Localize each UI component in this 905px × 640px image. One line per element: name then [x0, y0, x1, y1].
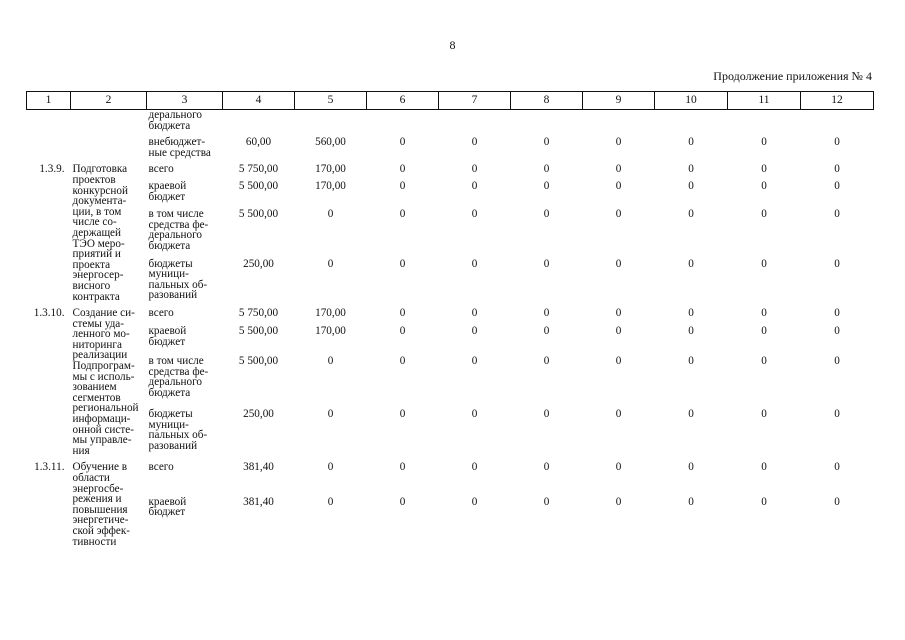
cell-col-8: 0 [543, 163, 550, 176]
cell-col-11: 0 [761, 461, 767, 474]
cell-funding-source: бюджеты муници- пальных об- разований [148, 408, 208, 453]
cell-col-12: 0 [834, 180, 840, 193]
cell-col-11: 0 [761, 495, 767, 508]
cell-col-4: 381,40 [243, 495, 274, 508]
cell-col-5: 0 [327, 355, 334, 368]
cell-col-10: 0 [688, 461, 694, 474]
table-row [27, 495, 874, 551]
cell-col-10: 0 [688, 180, 694, 193]
cell-col-12: 0 [834, 461, 840, 474]
cell-col-11: 0 [761, 355, 767, 368]
cell-col-9 [583, 110, 655, 136]
column-header-5: 5 [295, 92, 367, 110]
cell-col-9: 0 [615, 163, 622, 176]
cell-col-7: 0 [471, 180, 478, 193]
table-row [27, 179, 874, 207]
cell-col-12: 0 [834, 325, 840, 338]
table-row [27, 460, 874, 494]
cell-col-11: 0 [761, 163, 767, 176]
cell-col-4: 250,00 [243, 408, 274, 421]
cell-funding-source: в том числе средства фе- дерального бюджета [148, 355, 209, 399]
cell-col-8: 0 [543, 136, 550, 149]
cell-col-6 [367, 110, 439, 136]
cell-col-5: 170,00 [315, 325, 346, 338]
table-row [27, 324, 874, 354]
cell-col-12: 0 [834, 408, 840, 421]
cell-col-9: 0 [615, 355, 622, 368]
column-header-7: 7 [439, 92, 511, 110]
cell-col-7 [439, 110, 511, 136]
cell-col-7: 0 [471, 136, 478, 149]
column-header-12: 12 [801, 92, 874, 110]
item-number: 1.3.9. [39, 163, 65, 176]
cell-col-9: 0 [615, 180, 622, 193]
cell-col-7: 0 [471, 408, 478, 421]
column-header-11: 11 [728, 92, 801, 110]
table-row [27, 354, 874, 407]
cell-col-10: 0 [688, 325, 694, 338]
cell-col-11: 0 [761, 136, 767, 149]
cell-funding-source: в том числе средства фе- дерального бюджета [148, 208, 209, 252]
cell-funding-source: краевой бюджет [148, 495, 187, 519]
cell-funding-source: бюджеты муници- пальных об- разований [148, 257, 208, 302]
cell-col-7: 0 [471, 163, 478, 176]
cell-col-11 [728, 110, 801, 136]
cell-col-8 [511, 110, 583, 136]
cell-col-11: 0 [761, 307, 767, 320]
cell-col-4: 5 500,00 [238, 180, 279, 193]
cell-funding-source: краевой бюджет [148, 325, 187, 348]
cell-col-4: 5 500,00 [238, 355, 279, 368]
cell-col-6: 0 [399, 408, 406, 421]
cell-col-9: 0 [615, 461, 622, 474]
table-row [27, 207, 874, 256]
cell-col-5: 170,00 [315, 180, 346, 193]
cell-col-9: 0 [615, 495, 622, 508]
column-header-3: 3 [147, 92, 223, 110]
cell-col-5: 560,00 [315, 136, 346, 149]
cell-col-11: 0 [761, 180, 767, 193]
cell-col-5: 170,00 [315, 163, 346, 176]
cell-col-8: 0 [543, 257, 550, 270]
cell-col-4 [223, 110, 295, 136]
cell-col-4: 5 500,00 [238, 325, 279, 338]
cell-col-11: 0 [761, 325, 767, 338]
table-row [27, 162, 874, 179]
cell-col-7: 0 [471, 257, 478, 270]
cell-col-5: 0 [327, 495, 334, 508]
continuation-label: Продолжение приложения № 4 [713, 69, 872, 83]
table-row [27, 110, 874, 136]
cell-col-12: 0 [834, 136, 840, 149]
column-header-row [27, 92, 874, 110]
cell-col-6: 0 [399, 257, 406, 270]
cell-col-12: 0 [834, 495, 840, 508]
cell-col-5: 0 [327, 461, 334, 474]
column-header-8: 8 [511, 92, 583, 110]
item-name: Создание си- стемы уда- ленного мо- ниторинга реализации Подпрограм- мы с исполь- зованием сегментов региональной информаци- онной систе- мы управле- ния [72, 307, 139, 457]
cell-col-6: 0 [399, 208, 406, 221]
cell-col-4: 5 500,00 [238, 208, 279, 221]
cell-col-7: 0 [471, 355, 478, 368]
cell-col-9: 0 [615, 208, 622, 221]
table-row [27, 306, 874, 324]
cell-col-12 [801, 110, 874, 136]
cell-col-8: 0 [543, 180, 550, 193]
column-header-2: 2 [71, 92, 147, 110]
cell-col-12: 0 [834, 208, 840, 221]
table-body [27, 110, 874, 552]
cell-col-9: 0 [615, 408, 622, 421]
budget-table [26, 91, 874, 551]
column-header-1: 1 [27, 92, 71, 110]
cell-col-6: 0 [399, 136, 406, 149]
cell-name [71, 135, 147, 162]
cell-col-8: 0 [543, 307, 550, 320]
cell-col-7: 0 [471, 307, 478, 320]
cell-funding-source: дерального бюджета [148, 109, 202, 132]
item-name: Подготовка проектов конкурсной документа- ции, в том числе со- держащей ТЭО меро- приятий и проекта энергосер- висного контракта [72, 163, 128, 303]
column-header-10: 10 [655, 92, 728, 110]
table-row [27, 407, 874, 460]
cell-col-6: 0 [399, 495, 406, 508]
cell-col-7: 0 [471, 208, 478, 221]
cell-col-8: 0 [543, 408, 550, 421]
cell-col-11: 0 [761, 257, 767, 270]
cell-col-4: 250,00 [243, 257, 274, 270]
cell-funding-source: всего [148, 163, 174, 176]
cell-col-10: 0 [688, 408, 694, 421]
column-header-4: 4 [223, 92, 295, 110]
cell-col-4: 381,40 [243, 461, 274, 474]
cell-col-8: 0 [543, 355, 550, 368]
cell-col-8: 0 [543, 495, 550, 508]
cell-col-4: 60,00 [245, 136, 272, 149]
cell-col-8: 0 [543, 208, 550, 221]
column-header-6: 6 [367, 92, 439, 110]
cell-funding-source: всего [148, 307, 174, 320]
cell-col-4: 5 750,00 [238, 307, 279, 320]
cell-col-6: 0 [399, 461, 406, 474]
cell-col-5: 0 [327, 208, 334, 221]
cell-col-12: 0 [834, 257, 840, 270]
cell-col-6: 0 [399, 180, 406, 193]
cell-number [27, 110, 71, 136]
cell-col-10 [655, 110, 728, 136]
cell-funding-source: краевой бюджет [148, 180, 187, 203]
cell-col-5: 0 [327, 257, 334, 270]
cell-col-9: 0 [615, 325, 622, 338]
cell-col-12: 0 [834, 163, 840, 176]
cell-col-7: 0 [471, 495, 478, 508]
table-row [27, 135, 874, 162]
cell-col-10: 0 [688, 163, 694, 176]
cell-col-8: 0 [543, 325, 550, 338]
cell-col-10: 0 [688, 355, 694, 368]
cell-col-6: 0 [399, 307, 406, 320]
cell-name [71, 110, 147, 136]
cell-col-4: 5 750,00 [238, 163, 279, 176]
cell-col-6: 0 [399, 325, 406, 338]
cell-col-10: 0 [688, 136, 694, 149]
cell-col-5 [295, 110, 367, 136]
cell-col-7: 0 [471, 325, 478, 338]
table-row [27, 257, 874, 306]
item-number: 1.3.10. [33, 307, 65, 320]
cell-col-10: 0 [688, 307, 694, 320]
cell-col-12: 0 [834, 355, 840, 368]
item-name: Обучение в области энергосбе- режения и повышения энергетиче- ской эффек- тивности [72, 461, 131, 548]
cell-col-7: 0 [471, 461, 478, 474]
cell-funding-source: всего [148, 461, 174, 474]
cell-col-12: 0 [834, 307, 840, 320]
cell-col-9: 0 [615, 136, 622, 149]
cell-col-6: 0 [399, 355, 406, 368]
cell-col-9: 0 [615, 257, 622, 270]
cell-col-6: 0 [399, 163, 406, 176]
cell-number [27, 135, 71, 162]
cell-col-10: 0 [688, 208, 694, 221]
cell-col-11: 0 [761, 408, 767, 421]
cell-funding-source: внебюджет- ные средства [148, 136, 211, 159]
item-number: 1.3.11. [34, 461, 65, 474]
cell-col-8: 0 [543, 461, 550, 474]
cell-col-5: 0 [327, 408, 334, 421]
cell-col-10: 0 [688, 495, 694, 508]
cell-col-5: 170,00 [315, 307, 346, 320]
cell-col-11: 0 [761, 208, 767, 221]
column-header-9: 9 [583, 92, 655, 110]
page-number: 8 [449, 38, 456, 52]
cell-col-10: 0 [688, 257, 694, 270]
cell-col-9: 0 [615, 307, 622, 320]
